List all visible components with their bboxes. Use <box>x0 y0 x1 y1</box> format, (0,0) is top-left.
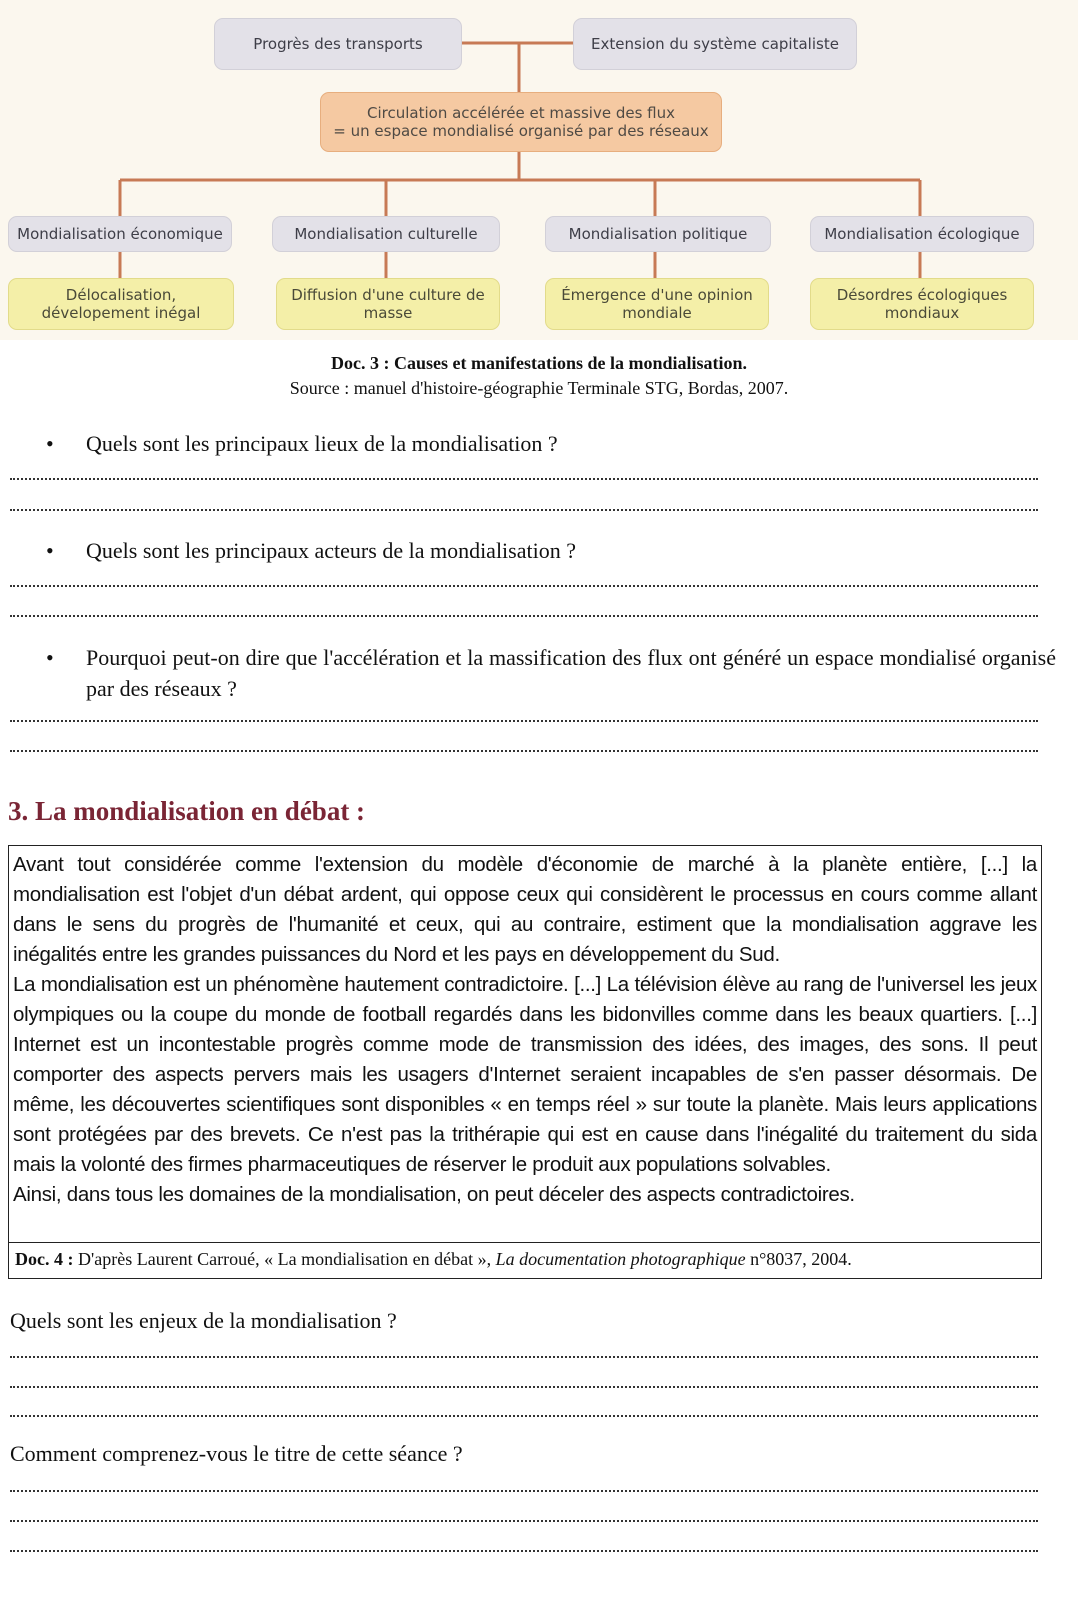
doc3-caption <box>0 352 1078 374</box>
question-text: Pourquoi peut-on dire que l'accélération et la massification des flux ont généré un espace mondialisé organisé par des réseaux ? <box>86 645 1056 701</box>
flows-line-1: Circulation accélérée et massive des flux <box>367 104 675 122</box>
capitalism-extension-box <box>573 18 857 70</box>
question-places <box>46 428 1056 459</box>
cultural-detail-box <box>276 278 500 330</box>
ecological-detail-label: Désordres écologiques mondiaux <box>836 286 1008 322</box>
question-text: Quels sont les principaux acteurs de la mondialisation ? <box>86 538 576 563</box>
cultural-detail-label: Diffusion d'une culture de masse <box>291 286 485 322</box>
transport-progress-label: Progrès des transports <box>253 35 423 53</box>
economic-globalization-label: Mondialisation économique <box>17 225 223 243</box>
cultural-globalization-label: Mondialisation culturelle <box>294 225 478 243</box>
answer-line[interactable] <box>10 1550 1038 1552</box>
ecological-globalization-box <box>810 216 1034 252</box>
ecological-globalization-label: Mondialisation écologique <box>824 225 1020 243</box>
flows-line-2: = un espace mondialisé organisé par des réseaux <box>333 122 709 140</box>
flows-box <box>320 92 722 152</box>
question-stakes: Quels sont les enjeux de la mondialisation ? <box>10 1308 397 1333</box>
capitalism-extension-label: Extension du système capitaliste <box>591 35 839 53</box>
economic-detail-label: Délocalisation, dévelopement inégal <box>41 286 201 322</box>
bullet-icon: • <box>46 645 54 670</box>
ecological-detail-box <box>810 278 1034 330</box>
doc3-source: Source : manuel d'histoire-géographie Terminale STG, Bordas, 2007. <box>289 378 789 398</box>
political-detail-label: Émergence d'une opinion mondiale <box>561 286 753 322</box>
doc3-label: Doc. 3 : <box>330 353 390 373</box>
doc4-source-issue: n°8037, 2004. <box>750 1249 852 1269</box>
answer-line[interactable] <box>10 1356 1038 1358</box>
question-title-meaning: Comment comprenez-vous le titre de cette séance ? <box>10 1441 463 1466</box>
doc4-paragraph: Avant tout considérée comme l'extension du modèle d'économie de marché à la planète entière, [...] la mondialisation est l'objet d'un débat ardent, qui oppose ceux qui considèrent le processus en cours comme allant dans le sens du progrès de l'humanité et ceux, qui au contraire, estiment que la mondialisation aggrave les inégalités entre les grandes puissances du Nord et les pays en développement du Sud. <box>13 853 1037 966</box>
section-title: 3. La mondialisation en débat : <box>8 796 366 826</box>
answer-line[interactable] <box>10 585 1038 587</box>
question-actors <box>46 535 1056 566</box>
doc4-quote-box <box>8 845 1042 1279</box>
political-detail-box <box>545 278 769 330</box>
political-globalization-box <box>545 216 771 252</box>
answer-line[interactable] <box>10 615 1038 617</box>
globalization-diagram <box>0 0 1078 340</box>
answer-line[interactable] <box>10 1386 1038 1388</box>
doc4-source <box>9 1242 1040 1277</box>
doc4-paragraph: Ainsi, dans tous les domaines de la mondialisation, on peut déceler des aspects contradictoires. <box>13 1183 855 1206</box>
doc4-source-publication: La documentation photographique <box>495 1249 746 1269</box>
doc4-text <box>13 850 1037 1210</box>
answer-line[interactable] <box>10 750 1038 752</box>
transport-progress-box <box>214 18 462 70</box>
doc4-paragraph: La mondialisation est un phénomène hautement contradictoire. [...] La télévision élève au rang de l'universel les jeux olympiques ou la coupe du monde de football regardés dans les bidonvilles comme dans les beaux quartiers. [...] Internet est un incontestable progrès comme mode de transmission des idées, des images, des sons. Il peut comporter des aspects pervers mais les usagers d'Internet seraient incapables de s'en passer désormais. De même, les découvertes scientifiques sont disponibles « en temps réel » sur toute la planète. Mais leurs applications sont protégées par des brevets. Ce n'est pas la trithérapie qui est en cause dans l'inégalité du traitement du sida mais la volonté des firmes pharmaceutiques de réserver le produit aux populations solvables. <box>13 973 1037 1176</box>
question-text: Quels sont les principaux lieux de la mondialisation ? <box>86 431 558 456</box>
economic-globalization-box <box>8 216 232 252</box>
question-networks <box>46 642 1056 704</box>
answer-line[interactable] <box>10 1490 1038 1492</box>
bullet-icon: • <box>46 431 54 456</box>
doc3-title: Causes et manifestations de la mondialisation. <box>393 353 747 373</box>
doc4-label: Doc. 4 : <box>15 1249 74 1269</box>
answer-line[interactable] <box>10 1520 1038 1522</box>
political-globalization-label: Mondialisation politique <box>568 225 748 243</box>
cultural-globalization-box <box>272 216 500 252</box>
answer-line[interactable] <box>10 478 1038 480</box>
doc4-source-text: D'après Laurent Carroué, « La mondialisation en débat », <box>77 1249 492 1269</box>
answer-line[interactable] <box>10 1415 1038 1417</box>
answer-line[interactable] <box>10 509 1038 511</box>
answer-line[interactable] <box>10 720 1038 722</box>
economic-detail-box <box>8 278 234 330</box>
bullet-icon: • <box>46 538 54 563</box>
